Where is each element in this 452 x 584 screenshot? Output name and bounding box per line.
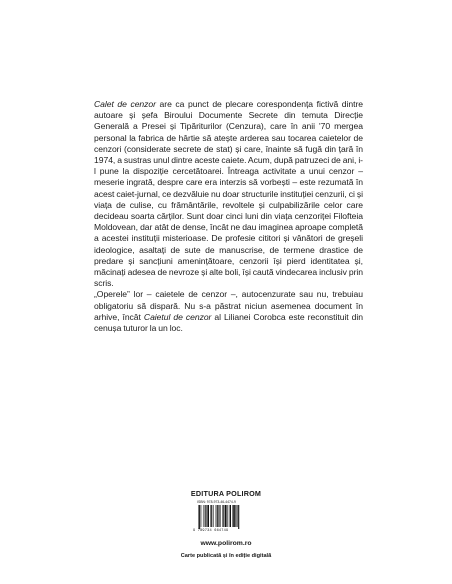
barcode-bar	[227, 505, 228, 527]
barcode-bar	[199, 505, 200, 529]
barcode-bar	[207, 505, 209, 527]
barcode-bar	[198, 505, 199, 529]
barcode-bar	[222, 505, 223, 527]
blurb-paragraph-2	[94, 289, 363, 334]
barcode-bar	[230, 505, 231, 527]
barcode-bar	[238, 505, 239, 529]
barcode-bar	[211, 505, 212, 527]
isbn-barcode-block	[191, 500, 263, 534]
barcode-bar	[237, 505, 238, 527]
barcode-graphic	[197, 505, 257, 529]
barcode-bar	[217, 505, 218, 527]
barcode-bar	[213, 505, 214, 527]
barcode-bar	[229, 505, 230, 527]
barcode-bar	[218, 505, 219, 527]
barcode-bar	[225, 505, 227, 527]
barcode-bar	[232, 505, 233, 527]
back-cover-blurb	[94, 99, 363, 334]
blurb-p1-text: are ca punct de plecare corespondența fictivă dintre autoare și șefa Biroului Documente Secrete din temuta Direcție Generală a Presei și Tipăriturilor (Cenzura), care în anii '70 mergea personal la fabrica de hârtie să atește arderea sau tocarea caietelor de cenzori (considerate secrete de stat) și care, înainte să fugă din țară în 1974, a sustras unul dintre aceste caiete. Acum, după patruzeci de ani, i-l pune la dispoziție cercetătoarei. Întreaga activitate a unui cenzor – meserie ingrată, despre care era interzis să vorbești – este rezumată în acest caiet-jurnal, ce dezvăluie nu doar structurile instituției cenzurii, ci și viața de culise, cu frământările, revoltele și culpabilizările celor care decideau soarta cărților. Sunt doar cinci luni din viața cenzoriței Filofteia Moldovean, dar atât de dense, încât ne dau imaginea aproape completă a acestei instituții misterioase. De profesie cititori și vânători de greșeli ideologice, asaltați de sute de manuscrise, de termene drastice de predare și sancțiuni amenințătoare, cenzorii își pierd identitatea și, măcinați adesea de nevroze și alte boli, își caută vindecarea inclusiv prin scris.	[94, 99, 364, 289]
blurb-p2-italic-title: Caietul de cenzor	[143, 311, 212, 322]
blurb-paragraph-1	[94, 99, 363, 289]
publisher-website: www.polirom.ro	[200, 540, 252, 547]
barcode-bar	[235, 505, 236, 527]
barcode-bar	[223, 505, 224, 527]
barcode-bar	[210, 505, 211, 527]
digital-edition-note: Carte publicată și în ediție digitală	[180, 553, 272, 559]
barcode-bar	[233, 505, 235, 527]
blurb-p2-start: „Operele” lor – caietele de cenzor –, autocenzurate sau nu, trebuiau obligatoriu să dispară. Nu s-a păstrat niciun asemenea document în arhive, încât	[94, 289, 363, 322]
barcode-bar	[219, 505, 220, 527]
barcode-bar	[205, 505, 206, 527]
barcode-bar	[216, 505, 217, 527]
blurb-p2-end: al Lilianei Corobca este reconstituit din cenușa tuturor la un loc.	[94, 311, 363, 334]
isbn-text: ISBN: 978-973-46-4474-9	[197, 500, 236, 504]
barcode-digits: 9 789734 664749	[193, 529, 229, 533]
barcode-bar	[203, 505, 204, 527]
publisher-name: EDITURA POLIROM	[190, 489, 262, 498]
book-title-italic: Calet de cenzor	[94, 99, 156, 109]
barcode-bar	[201, 505, 202, 527]
barcode-bar	[206, 505, 207, 527]
